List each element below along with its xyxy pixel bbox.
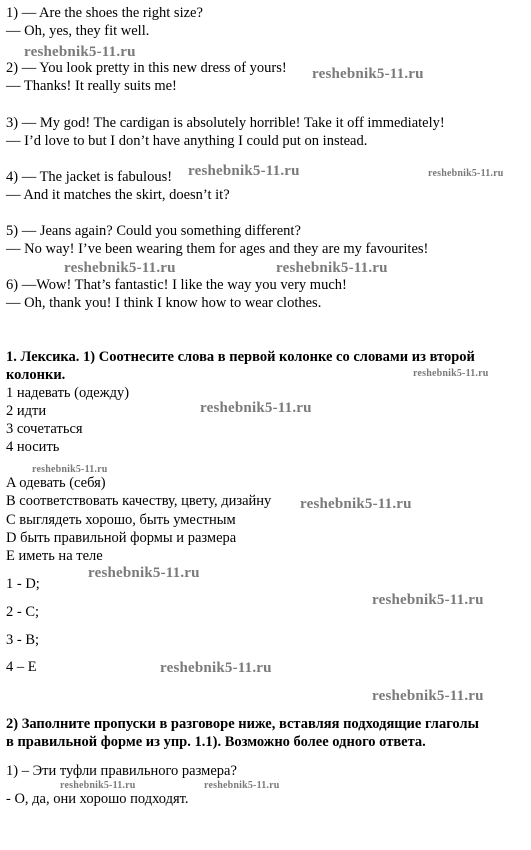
section1-title-line1: 1. Лексика. 1) Соотнесите слова в первой колонке со словами из второй bbox=[6, 349, 475, 365]
dialogue-6-question: 6) —Wow! That’s fantastic! I like the way you very much! bbox=[6, 277, 347, 293]
section2-title-line2: в правильной форме из упр. 1.1). Возможно более одного ответа. bbox=[6, 734, 426, 750]
dialogue-5-question: 5) — Jeans again? Could you something different? bbox=[6, 223, 301, 239]
dialogue-2-answer: — Thanks! It really suits me! bbox=[6, 78, 177, 94]
answer-3: 3 - B; bbox=[6, 632, 40, 648]
answer-2: 2 - C; bbox=[6, 604, 40, 620]
dialogue-3-question: 3) — My god! The cardigan is absolutely horrible! Take it off immediately! bbox=[6, 115, 445, 131]
dialogue-6-answer: — Oh, thank you! I think I know how to wear clothes. bbox=[6, 295, 322, 311]
col2-item-e: E иметь на теле bbox=[6, 548, 103, 564]
watermark: reshebnik5-11.ru bbox=[372, 688, 484, 704]
col2-item-b: B соответствовать качеству, цвету, дизайну bbox=[6, 493, 272, 509]
watermark: reshebnik5-11.ru bbox=[24, 44, 136, 60]
dialogue-4-question: 4) — The jacket is fabulous! bbox=[6, 169, 173, 185]
section2-title-line1: 2) Заполните пропуски в разговоре ниже, вставляя подходящие глаголы bbox=[6, 716, 479, 732]
watermark: reshebnik5-11.ru bbox=[428, 168, 504, 179]
watermark: reshebnik5-11.ru bbox=[204, 780, 280, 791]
watermark: reshebnik5-11.ru bbox=[300, 496, 412, 512]
dialogue-1-question: 1) — Are the shoes the right size? bbox=[6, 5, 203, 21]
section2-answer-1: - О, да, они хорошо подходят. bbox=[6, 791, 189, 807]
dialogue-3-answer: — I’d love to but I don’t have anything I could put on instead. bbox=[6, 133, 368, 149]
watermark: reshebnik5-11.ru bbox=[188, 163, 300, 179]
answer-4: 4 – E bbox=[6, 659, 37, 675]
dialogue-1-answer: — Oh, yes, they fit well. bbox=[6, 23, 150, 39]
dialogue-2-question: 2) — You look pretty in this new dress of yours! bbox=[6, 60, 287, 76]
section2-question-1: 1) – Эти туфли правильного размера? bbox=[6, 763, 237, 779]
watermark: reshebnik5-11.ru bbox=[200, 400, 312, 416]
answer-1: 1 - D; bbox=[6, 576, 40, 592]
col2-item-d: D быть правильной формы и размера bbox=[6, 530, 237, 546]
col1-item-4: 4 носить bbox=[6, 439, 60, 455]
dialogue-4-answer: — And it matches the skirt, doesn’t it? bbox=[6, 187, 230, 203]
col1-item-2: 2 идти bbox=[6, 403, 47, 419]
watermark: reshebnik5-11.ru bbox=[312, 66, 424, 82]
col2-item-a: A одевать (себя) bbox=[6, 475, 106, 491]
watermark: reshebnik5-11.ru bbox=[32, 464, 108, 475]
col1-item-1: 1 надевать (одежду) bbox=[6, 385, 130, 401]
watermark: reshebnik5-11.ru bbox=[413, 368, 489, 379]
col1-item-3: 3 сочетаться bbox=[6, 421, 83, 437]
watermark: reshebnik5-11.ru bbox=[88, 565, 200, 581]
col2-item-c: C выглядеть хорошо, быть уместным bbox=[6, 512, 236, 528]
watermark: reshebnik5-11.ru bbox=[276, 260, 388, 276]
dialogue-5-answer: — No way! I’ve been wearing them for ages and they are my favourites! bbox=[6, 241, 429, 257]
section1-title-line2: колонки. bbox=[6, 367, 66, 383]
watermark: reshebnik5-11.ru bbox=[64, 260, 176, 276]
watermark: reshebnik5-11.ru bbox=[372, 592, 484, 608]
watermark: reshebnik5-11.ru bbox=[160, 660, 272, 676]
watermark: reshebnik5-11.ru bbox=[60, 780, 136, 791]
